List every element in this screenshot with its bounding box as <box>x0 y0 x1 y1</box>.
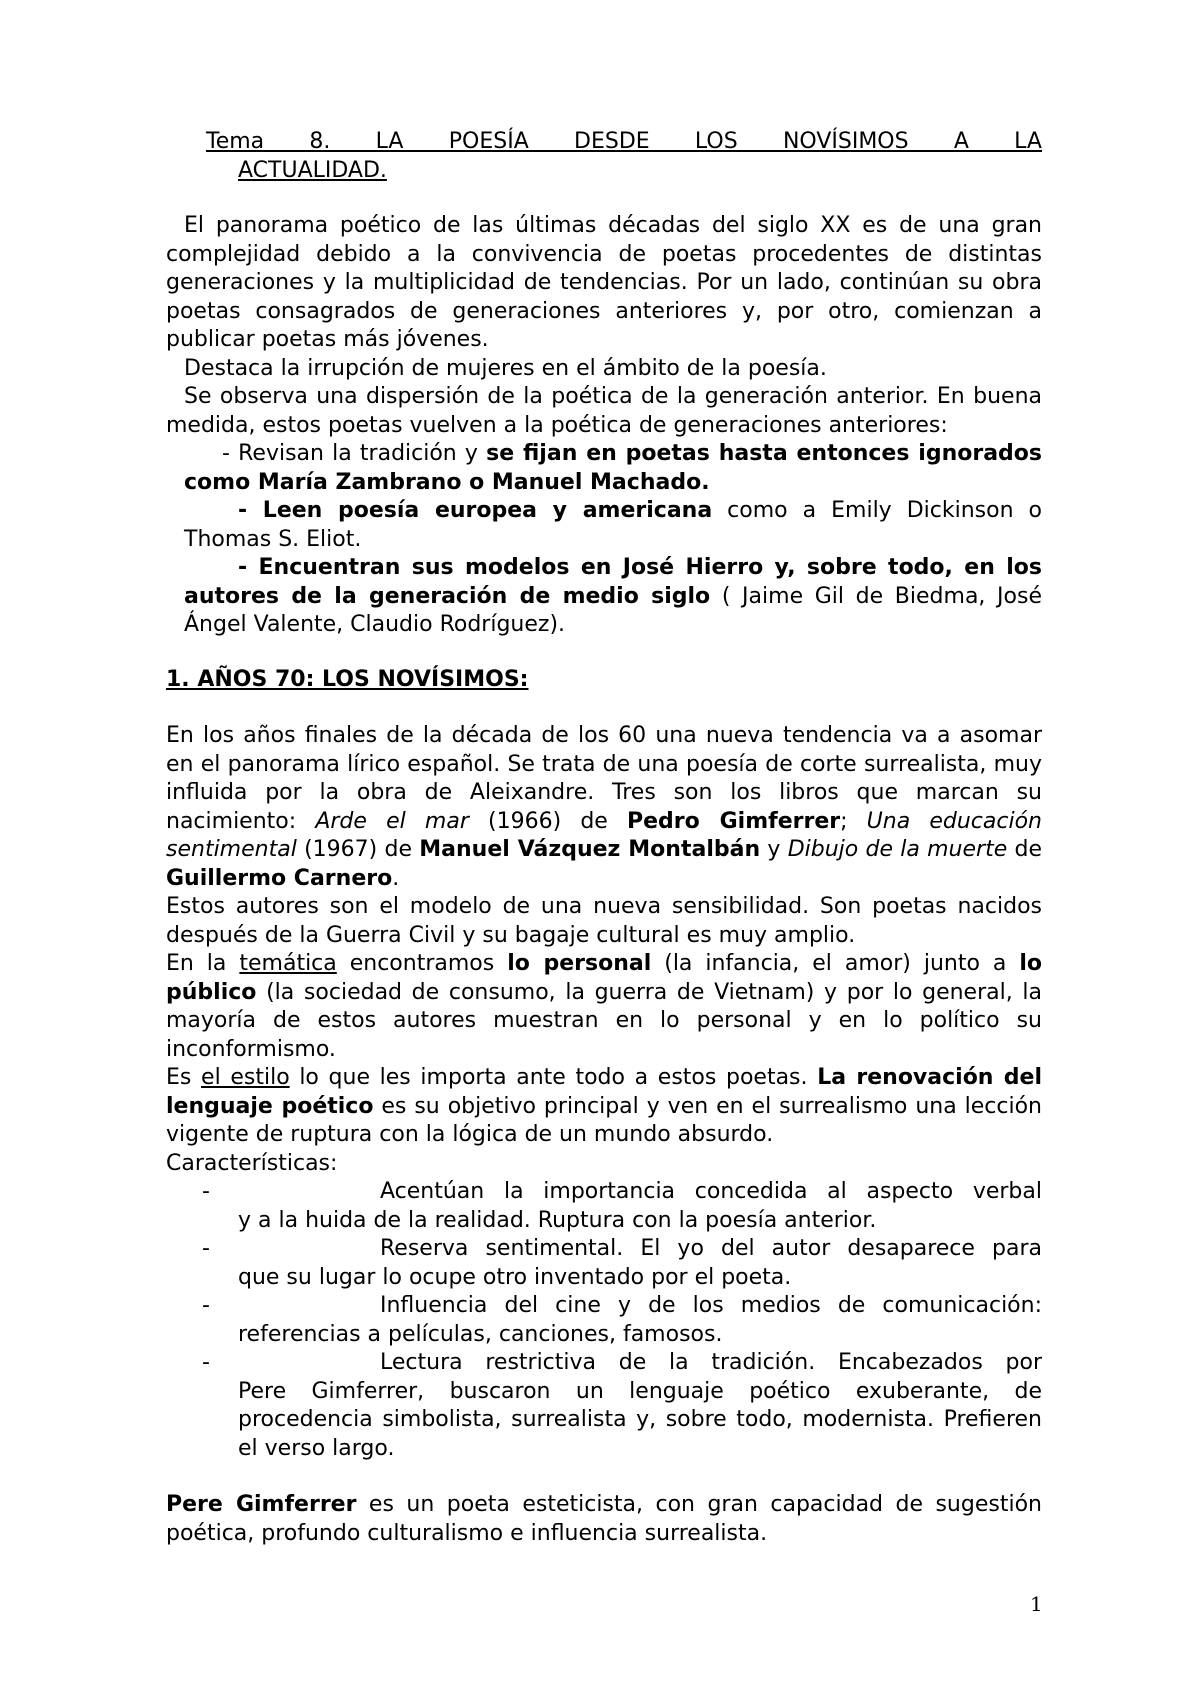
feature-item: - Influencia del cine y de los medios de comunicación: referencias a películas, canciones, famosos. <box>202 1293 1042 1347</box>
intro-paragraph-3: Se observa una dispersión de la poética de la generación anterior. En buena medida, estos poetas vuelven a la poética de generaciones anteriores: <box>166 384 1042 438</box>
intro-paragraph-1: El panorama poético de las últimas décadas del siglo XX es de una gran complejidad debido a la convivencia de poetas procedentes de distintas generaciones y la multiplicidad de tendencias. Por un lado, continúan su obra poetas consagrados de generaciones anteriores y, por otro, comienzan a publicar poetas más jóvenes. <box>166 213 1042 352</box>
section-paragraph-3: En la temática encontramos lo personal (la infancia, el amor) junto a lo público (la sociedad de consumo, la guerra de Vietnam) y por lo general, la mayoría de estos autores muestran en lo personal y en lo político su inconformismo. <box>166 951 1042 1062</box>
intro-bullet-1: - Revisan la tradición y se fijan en poetas hasta entonces ignorados como María Zambrano o Manuel Machado. <box>184 441 1043 495</box>
feature-item: - Lectura restrictiva de la tradición. Encabezados por Pere Gimferrer, buscaron un lenguaje poético exuberante, de procedencia simbolista, surrealista y, sobre todo, modernista. Prefieren el verso largo. <box>202 1350 1042 1461</box>
intro-bullet-2: - Leen poesía europea y americana como a Emily Dickinson o Thomas S. Eliot. <box>184 498 1042 552</box>
section-paragraph-4: Es el estilo lo que les importa ante todo a estos poetas. La renovación del lenguaje poético es su objetivo principal y ven en el surrealismo una lección vigente de ruptura con la lógica de un mundo absurdo. <box>166 1065 1043 1147</box>
intro-paragraph-2: Destaca la irrupción de mujeres en el ámbito de la poesía. <box>184 355 827 381</box>
page-number: 1 <box>1030 1592 1043 1616</box>
section-paragraph-1: En los años finales de la década de los 60 una nueva tendencia va a asomar en el panorama lírico español. Se trata de una poesía de corte surrealista, muy influida por la obra de Aleixandre. Tres son los libros que marcan su nacimiento: Arde el mar (1966) de Pedro Gimferrer; Una educación sentimental (1967) de Manuel Vázquez Montalbán y Dibujo de la muerte de Guillermo Carnero. <box>166 723 1043 891</box>
section-paragraph-5: Pere Gimferrer es un poeta esteticista, con gran capacidad de sugestión poética, profundo culturalismo e influencia surrealista. <box>166 1492 1042 1546</box>
document-title: Tema 8. LA POESÍA DESDE LOS NOVÍSIMOS A LA <box>206 129 1042 154</box>
features-label: Características: <box>166 1150 338 1176</box>
section-heading: 1. AÑOS 70: LOS NOVÍSIMOS: <box>166 666 529 692</box>
document-page <box>166 128 1042 1548</box>
feature-item: - Reserva sentimental. El yo del autor desaparece para que su lugar lo ocupe otro inventado por el poeta. <box>202 1236 1042 1290</box>
section-paragraph-2: Estos autores son el modelo de una nueva sensibilidad. Son poetas nacidos después de la Guerra Civil y su bagaje cultural es muy amplio. <box>166 894 1042 948</box>
document-title-line2: ACTUALIDAD. <box>238 157 387 183</box>
intro-bullet-3: - Encuentran sus modelos en José Hierro y, sobre todo, en los autores de la generación de medio siglo ( Jaime Gil de Biedma, José Ángel Valente, Claudio Rodríguez). <box>184 555 1043 637</box>
feature-item: - Acentúan la importancia concedida al aspecto verbal y a la huida de la realidad. Ruptura con la poesía anterior. <box>202 1179 1042 1233</box>
